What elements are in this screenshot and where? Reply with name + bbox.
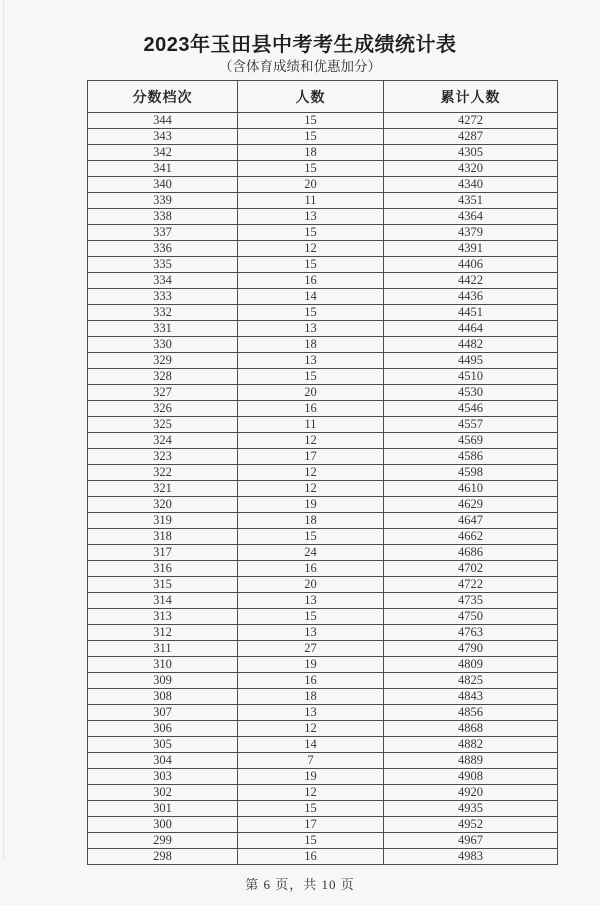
table-row (88, 833, 558, 849)
table-row (88, 193, 558, 209)
table-cell-score-band: 341 (88, 161, 238, 177)
table-cell-count: 13 (238, 625, 384, 641)
table-cell-score-band: 331 (88, 321, 238, 337)
table-row (88, 401, 558, 417)
table-cell-count: 12 (238, 785, 384, 801)
page-footer: 第 6 页，共 10 页 (245, 877, 355, 892)
table-cell-score-band: 334 (88, 273, 238, 289)
table-cell-cumulative-count: 4482 (384, 337, 558, 353)
table-cell-count: 20 (238, 177, 384, 193)
table-cell-score-band: 325 (88, 417, 238, 433)
table-cell-count: 20 (238, 385, 384, 401)
table-cell-count: 12 (238, 433, 384, 449)
table-cell-score-band: 335 (88, 257, 238, 273)
table-cell-count: 12 (238, 241, 384, 257)
table-cell-count: 11 (238, 193, 384, 209)
table-cell-score-band: 317 (88, 545, 238, 561)
table-cell-count: 15 (238, 833, 384, 849)
table-cell-score-band: 343 (88, 129, 238, 145)
table-row (88, 801, 558, 817)
table-row (88, 113, 558, 129)
table-cell-count: 14 (238, 289, 384, 305)
table-row (88, 433, 558, 449)
table-row (88, 481, 558, 497)
table-cell-cumulative-count: 4464 (384, 321, 558, 337)
table-cell-cumulative-count: 4495 (384, 353, 558, 369)
table-header-row (88, 81, 558, 113)
table-cell-score-band: 338 (88, 209, 238, 225)
table-row (88, 241, 558, 257)
table-cell-score-band: 313 (88, 609, 238, 625)
table-row (88, 737, 558, 753)
table-cell-count: 13 (238, 705, 384, 721)
table-cell-score-band: 321 (88, 481, 238, 497)
table-cell-count: 17 (238, 817, 384, 833)
table-cell-count: 16 (238, 561, 384, 577)
table-cell-cumulative-count: 4647 (384, 513, 558, 529)
table-cell-cumulative-count: 4662 (384, 529, 558, 545)
score-statistics-table (87, 80, 558, 865)
table-cell-cumulative-count: 4843 (384, 689, 558, 705)
table-cell-score-band: 342 (88, 145, 238, 161)
table-cell-cumulative-count: 4436 (384, 289, 558, 305)
table-cell-count: 19 (238, 769, 384, 785)
table-row (88, 785, 558, 801)
table-cell-score-band: 324 (88, 433, 238, 449)
table-row (88, 369, 558, 385)
table-row (88, 337, 558, 353)
table-cell-count: 13 (238, 209, 384, 225)
table-cell-score-band: 322 (88, 465, 238, 481)
table-row (88, 385, 558, 401)
table-cell-score-band: 302 (88, 785, 238, 801)
table-row (88, 577, 558, 593)
table-cell-score-band: 329 (88, 353, 238, 369)
table-cell-score-band: 333 (88, 289, 238, 305)
table-row (88, 657, 558, 673)
table-cell-cumulative-count: 4287 (384, 129, 558, 145)
table-row (88, 849, 558, 865)
table-cell-cumulative-count: 4825 (384, 673, 558, 689)
table-cell-count: 20 (238, 577, 384, 593)
table-cell-cumulative-count: 4546 (384, 401, 558, 417)
table-cell-count: 15 (238, 129, 384, 145)
table-row (88, 817, 558, 833)
table-cell-cumulative-count: 4569 (384, 433, 558, 449)
table-cell-score-band: 305 (88, 737, 238, 753)
table-body (88, 113, 558, 865)
table-cell-count: 17 (238, 449, 384, 465)
table-cell-cumulative-count: 4686 (384, 545, 558, 561)
table-row (88, 465, 558, 481)
table-row (88, 673, 558, 689)
table-cell-count: 18 (238, 145, 384, 161)
table-cell-score-band: 332 (88, 305, 238, 321)
table-row (88, 449, 558, 465)
table-cell-score-band: 336 (88, 241, 238, 257)
table-cell-score-band: 315 (88, 577, 238, 593)
table-cell-cumulative-count: 4557 (384, 417, 558, 433)
table-cell-cumulative-count: 4340 (384, 177, 558, 193)
table-cell-score-band: 306 (88, 721, 238, 737)
table-cell-cumulative-count: 4790 (384, 641, 558, 657)
table-cell-count: 15 (238, 305, 384, 321)
table-cell-score-band: 310 (88, 657, 238, 673)
table-row (88, 609, 558, 625)
table-cell-count: 24 (238, 545, 384, 561)
table-cell-score-band: 299 (88, 833, 238, 849)
table-cell-score-band: 327 (88, 385, 238, 401)
table-cell-cumulative-count: 4935 (384, 801, 558, 817)
table-row (88, 705, 558, 721)
table-cell-cumulative-count: 4530 (384, 385, 558, 401)
table-row (88, 689, 558, 705)
table-cell-cumulative-count: 4406 (384, 257, 558, 273)
table-cell-count: 18 (238, 689, 384, 705)
table-cell-score-band: 304 (88, 753, 238, 769)
table-cell-cumulative-count: 4952 (384, 817, 558, 833)
table-cell-cumulative-count: 4967 (384, 833, 558, 849)
table-row (88, 561, 558, 577)
table-cell-cumulative-count: 4586 (384, 449, 558, 465)
table-cell-score-band: 326 (88, 401, 238, 417)
table-row (88, 289, 558, 305)
table-row (88, 273, 558, 289)
table-cell-score-band: 300 (88, 817, 238, 833)
table-cell-count: 19 (238, 497, 384, 513)
table-cell-cumulative-count: 4722 (384, 577, 558, 593)
scan-edge-artifact (3, 0, 4, 860)
table-cell-count: 13 (238, 353, 384, 369)
table-row (88, 225, 558, 241)
table-cell-score-band: 330 (88, 337, 238, 353)
table-cell-count: 18 (238, 513, 384, 529)
table-cell-cumulative-count: 4391 (384, 241, 558, 257)
table-cell-score-band: 323 (88, 449, 238, 465)
table-cell-cumulative-count: 4920 (384, 785, 558, 801)
table-row (88, 769, 558, 785)
table-cell-count: 12 (238, 721, 384, 737)
table-cell-count: 15 (238, 113, 384, 129)
table-cell-count: 15 (238, 161, 384, 177)
table-cell-cumulative-count: 4510 (384, 369, 558, 385)
table-cell-cumulative-count: 4422 (384, 273, 558, 289)
table-row (88, 161, 558, 177)
table-row (88, 417, 558, 433)
table-cell-cumulative-count: 4351 (384, 193, 558, 209)
table-cell-count: 15 (238, 609, 384, 625)
table-cell-score-band: 311 (88, 641, 238, 657)
table-row (88, 257, 558, 273)
page-title: 2023年玉田县中考考生成绩统计表 (143, 34, 457, 56)
column-header-count: 人数 (238, 81, 384, 113)
table-row (88, 625, 558, 641)
table-cell-cumulative-count: 4629 (384, 497, 558, 513)
table-cell-cumulative-count: 4451 (384, 305, 558, 321)
table-cell-count: 11 (238, 417, 384, 433)
table-cell-cumulative-count: 4610 (384, 481, 558, 497)
table-cell-count: 12 (238, 465, 384, 481)
table-row (88, 209, 558, 225)
table-cell-count: 14 (238, 737, 384, 753)
table-cell-cumulative-count: 4856 (384, 705, 558, 721)
table-cell-score-band: 316 (88, 561, 238, 577)
table-cell-score-band: 320 (88, 497, 238, 513)
table-row (88, 753, 558, 769)
table-row (88, 721, 558, 737)
table-cell-count: 15 (238, 225, 384, 241)
table-cell-score-band: 328 (88, 369, 238, 385)
table-cell-count: 15 (238, 529, 384, 545)
table-cell-score-band: 318 (88, 529, 238, 545)
table-cell-count: 15 (238, 801, 384, 817)
table-cell-cumulative-count: 4305 (384, 145, 558, 161)
table-cell-cumulative-count: 4882 (384, 737, 558, 753)
table-cell-score-band: 337 (88, 225, 238, 241)
page-subtitle: （含体育成绩和优惠加分） (219, 59, 381, 74)
table-cell-score-band: 307 (88, 705, 238, 721)
table-row (88, 593, 558, 609)
table-cell-count: 15 (238, 257, 384, 273)
table-cell-score-band: 340 (88, 177, 238, 193)
table-cell-count: 27 (238, 641, 384, 657)
table-cell-score-band: 314 (88, 593, 238, 609)
table-row (88, 129, 558, 145)
table-cell-count: 16 (238, 849, 384, 865)
table-row (88, 321, 558, 337)
table-cell-score-band: 339 (88, 193, 238, 209)
table-cell-score-band: 298 (88, 849, 238, 865)
table-cell-count: 16 (238, 273, 384, 289)
table-cell-count: 7 (238, 753, 384, 769)
table-cell-count: 12 (238, 481, 384, 497)
table-row (88, 497, 558, 513)
table-cell-count: 18 (238, 337, 384, 353)
table-cell-cumulative-count: 4750 (384, 609, 558, 625)
table-cell-score-band: 312 (88, 625, 238, 641)
table-cell-cumulative-count: 4809 (384, 657, 558, 673)
table-cell-score-band: 308 (88, 689, 238, 705)
table-cell-cumulative-count: 4320 (384, 161, 558, 177)
table-cell-cumulative-count: 4272 (384, 113, 558, 129)
table-cell-cumulative-count: 4598 (384, 465, 558, 481)
column-header-cumulative-count: 累计人数 (384, 81, 558, 113)
table-cell-count: 19 (238, 657, 384, 673)
table-row (88, 529, 558, 545)
table-cell-score-band: 309 (88, 673, 238, 689)
table-row (88, 353, 558, 369)
table-row (88, 305, 558, 321)
table-cell-cumulative-count: 4379 (384, 225, 558, 241)
table-row (88, 177, 558, 193)
table-cell-cumulative-count: 4364 (384, 209, 558, 225)
column-header-score-band: 分数档次 (88, 81, 238, 113)
table-row (88, 145, 558, 161)
table-cell-cumulative-count: 4908 (384, 769, 558, 785)
table-cell-count: 16 (238, 673, 384, 689)
table-cell-count: 15 (238, 369, 384, 385)
table-cell-cumulative-count: 4735 (384, 593, 558, 609)
table-cell-cumulative-count: 4868 (384, 721, 558, 737)
table-cell-cumulative-count: 4983 (384, 849, 558, 865)
table-cell-score-band: 303 (88, 769, 238, 785)
table-cell-score-band: 301 (88, 801, 238, 817)
table-cell-count: 13 (238, 321, 384, 337)
table-row (88, 513, 558, 529)
table-cell-cumulative-count: 4763 (384, 625, 558, 641)
table-cell-cumulative-count: 4702 (384, 561, 558, 577)
table-cell-cumulative-count: 4889 (384, 753, 558, 769)
table-cell-count: 16 (238, 401, 384, 417)
table-row (88, 545, 558, 561)
table-cell-count: 13 (238, 593, 384, 609)
table-cell-score-band: 344 (88, 113, 238, 129)
table-cell-score-band: 319 (88, 513, 238, 529)
table-row (88, 641, 558, 657)
